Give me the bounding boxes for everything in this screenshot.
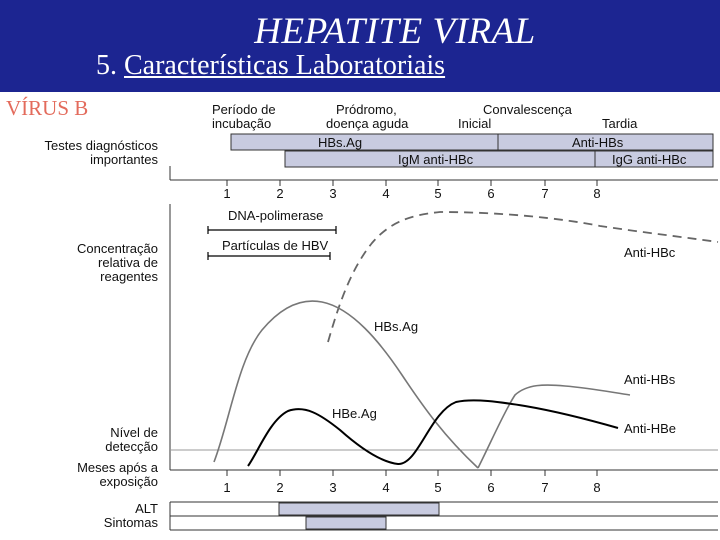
row-label-concentration-line3: reagentes bbox=[100, 269, 158, 284]
row-label-detection-line1: Nível de bbox=[110, 425, 158, 440]
bottom-month-4: 4 bbox=[382, 480, 390, 495]
row-label-detection-line2: detecção bbox=[105, 439, 158, 454]
curve-label-anti-hbc: Anti-HBc bbox=[624, 245, 676, 260]
alt-bar bbox=[279, 503, 439, 515]
top-month-7: 7 bbox=[541, 186, 549, 201]
row-label-months-line1: Meses após a bbox=[77, 460, 158, 475]
bottom-month-3: 3 bbox=[329, 480, 337, 495]
top-month-8: 8 bbox=[593, 186, 601, 201]
phase-incubation-line1: Período de bbox=[212, 102, 276, 117]
bar-igg-label: IgG anti-HBc bbox=[612, 152, 687, 167]
virus-label: VÍRUS B bbox=[6, 96, 89, 120]
curve-label-anti-hbe: Anti-HBe bbox=[624, 421, 677, 436]
phase-early: Inicial bbox=[458, 116, 492, 131]
phase-prodrome-line2: doença aguda bbox=[326, 116, 409, 131]
subtitle-number: 5. bbox=[96, 50, 117, 81]
row-label-concentration-line1: Concentração bbox=[77, 241, 158, 256]
top-month-6: 6 bbox=[487, 186, 495, 201]
bottom-month-6: 6 bbox=[487, 480, 495, 495]
bar-anti-hbs-label: Anti-HBs bbox=[572, 135, 624, 150]
curve-hbeag-anti-hbe bbox=[248, 400, 618, 466]
row-label-tests-line2: importantes bbox=[90, 152, 158, 167]
curve-label-anti-hbs: Anti-HBs bbox=[624, 372, 676, 387]
phase-prodrome-line1: Pródromo, bbox=[336, 102, 397, 117]
bottom-month-7: 7 bbox=[541, 480, 549, 495]
symptoms-bar bbox=[306, 517, 386, 529]
hbv-particles-bracket bbox=[208, 252, 330, 260]
bar-igm-label: IgM anti-HBc bbox=[398, 152, 474, 167]
row-label-alt: ALT bbox=[135, 501, 158, 516]
top-month-2: 2 bbox=[276, 186, 284, 201]
bar-hbsag bbox=[231, 134, 499, 150]
row-label-symptoms: Sintomas bbox=[103, 515, 158, 530]
phase-late: Tardia bbox=[602, 116, 638, 131]
phase-incubation-line2: incubação bbox=[212, 116, 272, 131]
curve-label-hbeag: HBe.Ag bbox=[332, 406, 377, 421]
top-month-5: 5 bbox=[434, 186, 442, 201]
bottom-month-2: 2 bbox=[276, 480, 284, 495]
phase-convalescence: Convalescença bbox=[483, 102, 572, 117]
subtitle-text: Características Laboratoriais bbox=[124, 50, 446, 81]
hbv-particles-label: Partículas de HBV bbox=[222, 238, 329, 253]
dna-polymerase-bracket bbox=[208, 226, 336, 234]
row-label-months-line2: exposição bbox=[99, 474, 158, 489]
bar-hbsag-label: HBs.Ag bbox=[318, 135, 363, 150]
bottom-month-5: 5 bbox=[434, 480, 442, 495]
curve-anti-hbs bbox=[478, 385, 630, 468]
row-label-tests-line1: Testes diagnósticos bbox=[44, 138, 158, 153]
curve-label-hbsag: HBs.Ag bbox=[374, 319, 419, 334]
page-title: HEPATITE VIRAL bbox=[254, 11, 536, 52]
top-month-1: 1 bbox=[223, 186, 231, 201]
dna-polymerase-label: DNA-polimerase bbox=[228, 208, 324, 223]
top-month-4: 4 bbox=[382, 186, 390, 201]
bottom-axis-ticks bbox=[227, 470, 597, 476]
top-month-3: 3 bbox=[329, 186, 337, 201]
bottom-month-1: 1 bbox=[223, 480, 231, 495]
curve-hbsag bbox=[214, 301, 478, 468]
bottom-month-8: 8 bbox=[593, 480, 601, 495]
row-label-concentration-line2: relativa de bbox=[98, 255, 158, 270]
